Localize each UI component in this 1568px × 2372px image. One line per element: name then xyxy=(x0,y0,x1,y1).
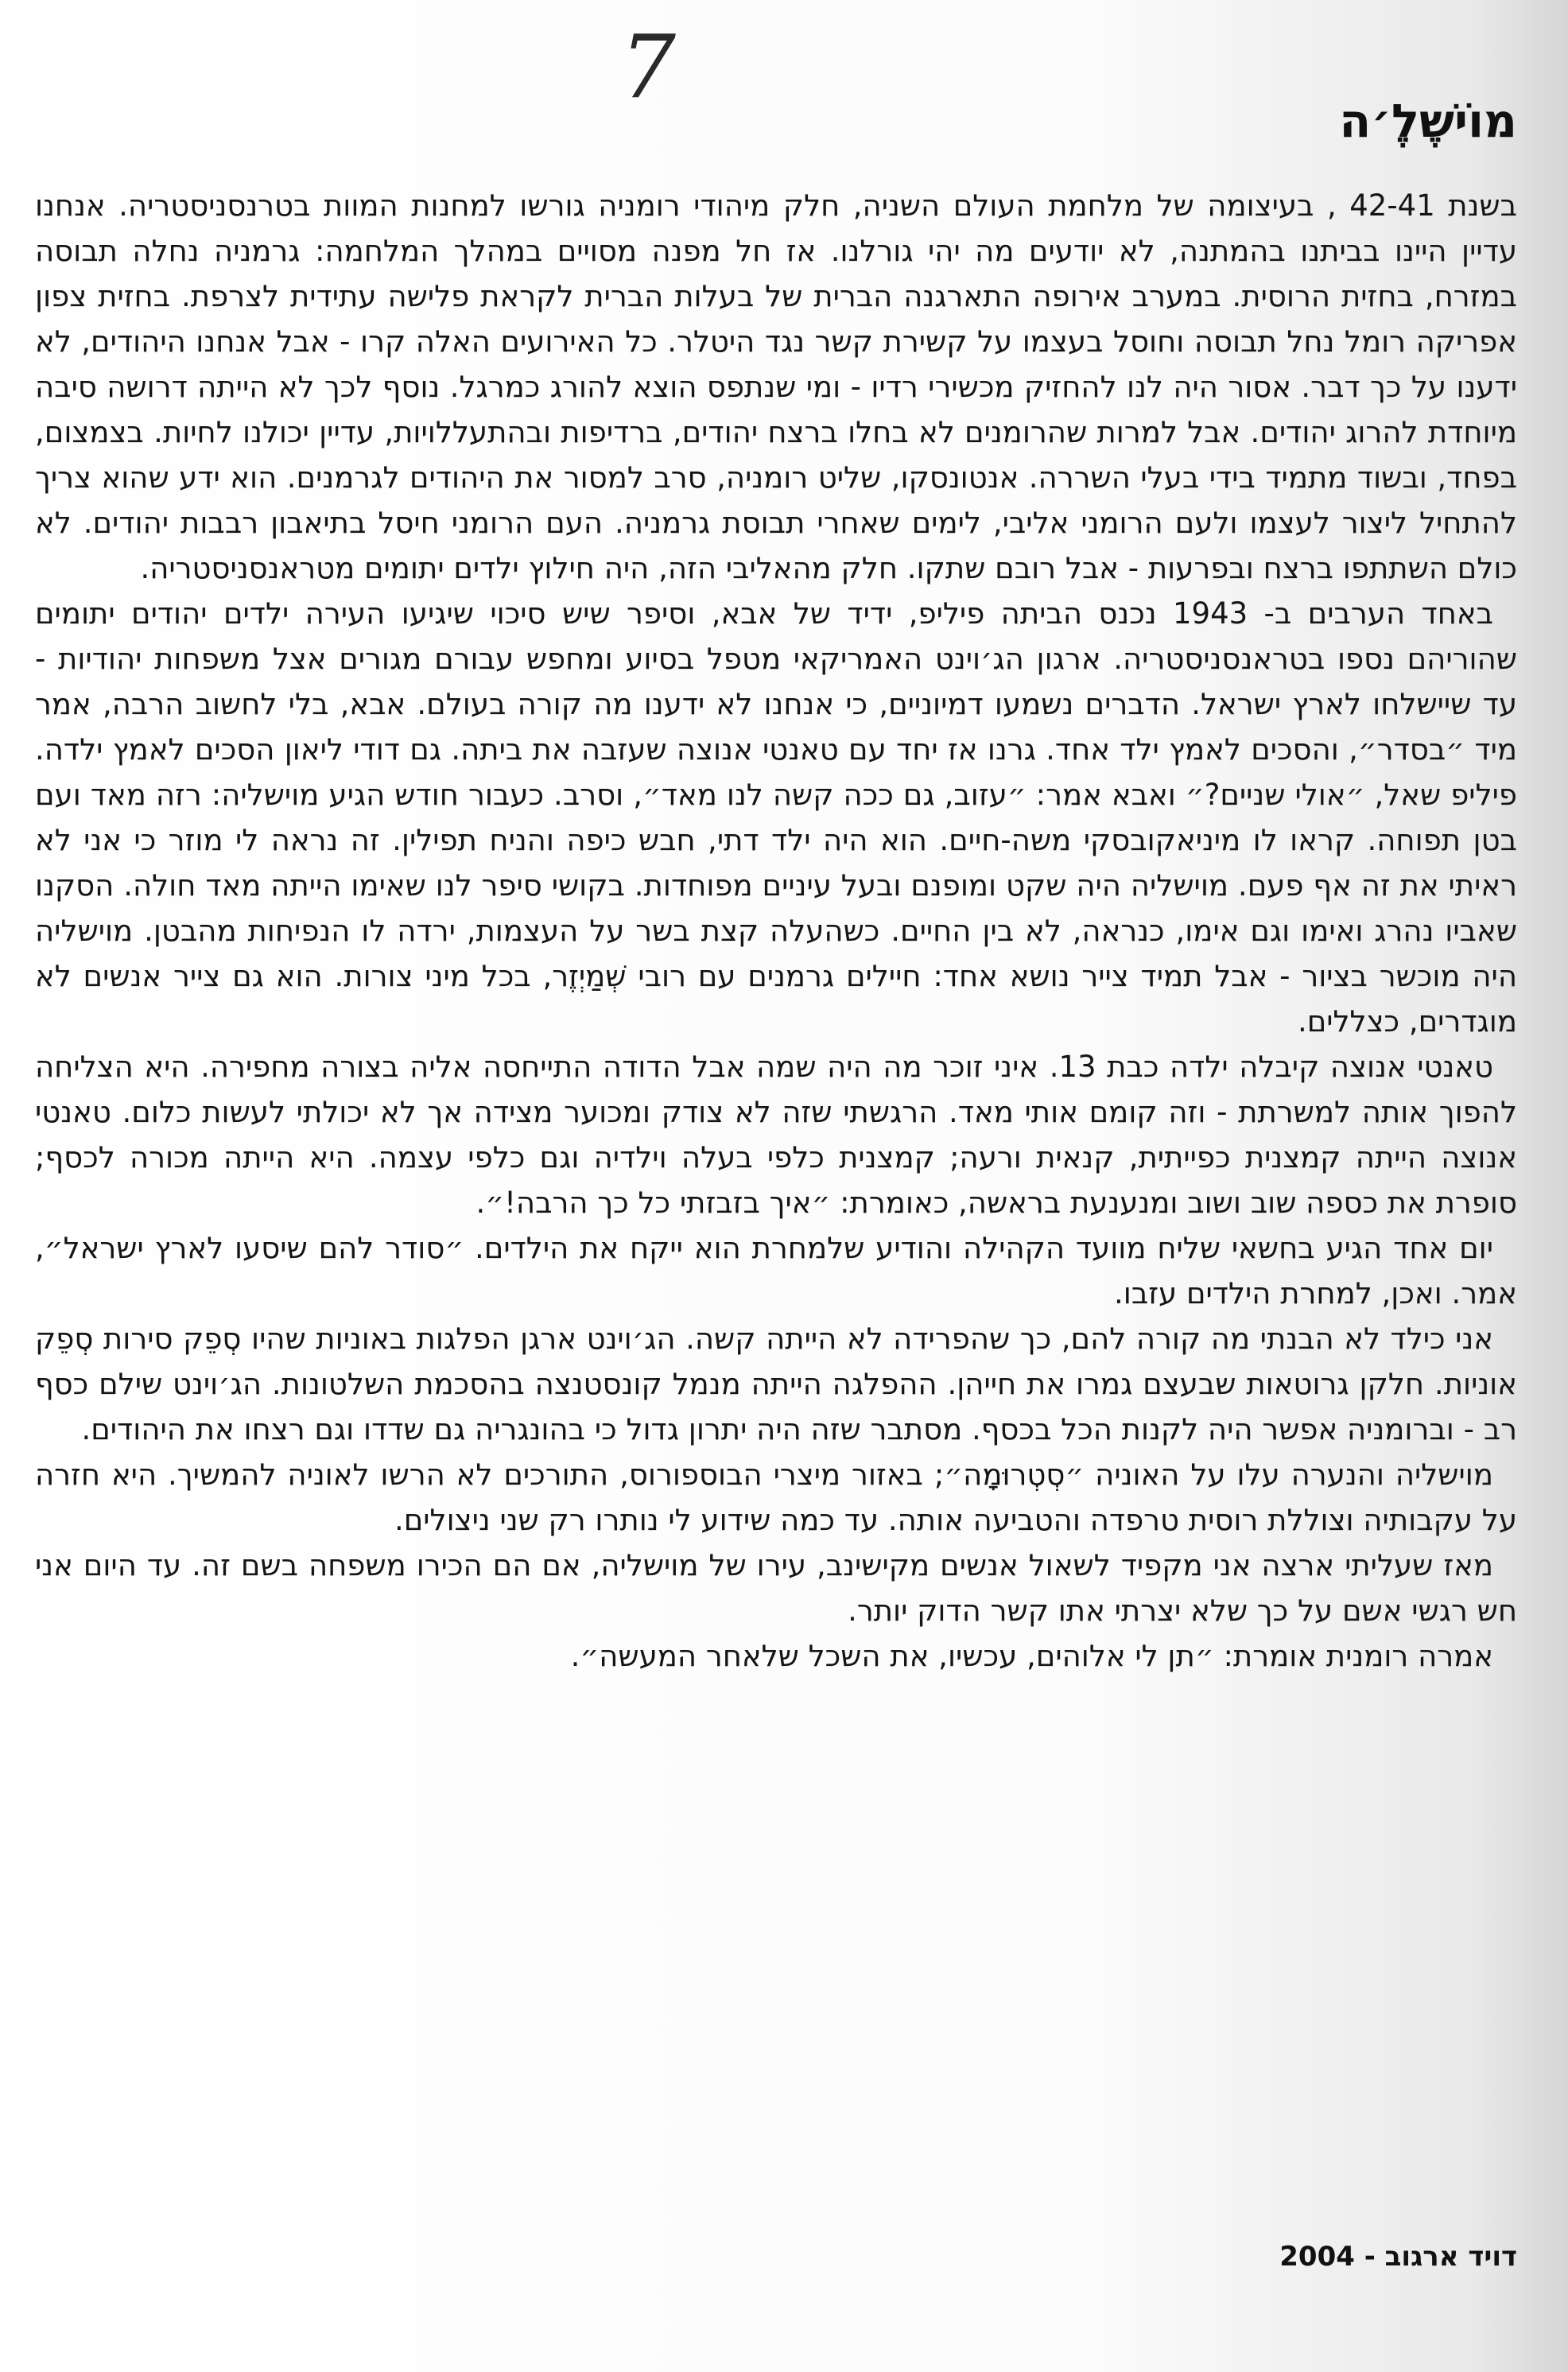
article-body xyxy=(35,183,1517,1679)
paragraph-8: אמרה רומנית אומרת: ״תן לי אלוהים, עכשיו, את השכל שלאחר המעשה״. xyxy=(570,1639,1493,1673)
paragraph-1: בשנת 42-41 , בעיצומה של מלחמת העולם השניה, חלק מיהודי רומניה גורשו למחנות המוות בטרנסניסטריה. אנחנו עדיין היינו בביתנו בהמתנה, לא יודעים מה יהי גורלנו. אז חל מפנה מסויים במהלך המלחמה: גרמניה נחלה תבוסה במזרח, בחזית הרוסית. במערב אירופה התארגנה הברית של בעלות הברית לקראת פלישה עתידית לצרפת. בחזית צפון אפריקה רומל נחל תבוסה וחוסל בעצמו על קשירת קשר נגד היטלר. כל האירועים האלה קרו - אבל אנחנו היהודים, לא ידענו על כך דבר. אסור היה לנו להחזיק מכשירי רדיו - ומי שנתפס הוצא להורג כמרגל. נוסף לכך לא הייתה דרושה סיבה מיוחדת להרוג יהודים. אבל למרות שהרומנים לא בחלו ברצח יהודים, ברדיפות ובהתעללויות, עדיין יכולנו לחיות. בצמצום, בפחד, ובשוד מתמיד בידי בעלי השררה. אנטונסקו, שליט רומניה, סרב למסור את היהודים לגרמנים. הוא ידע שהוא צריך להתחיל ליצור לעצמו ולעם הרומני אליבי, לימים שאחרי תבוסת גרמניה. העם הרומני חיסל בתיאבון רבבות יהודים. לא כולם השתתפו ברצח ובפרעות - אבל רובם שתקו. חלק מהאליבי הזה, היה חילוץ ילדים יתומים מטראנסניסטריה. xyxy=(35,188,1518,585)
paragraph-6: מוישליה והנערה עלו על האוניה ״סְטְרוּמָה״; באזור מיצרי הבוספורוס, התורכים לא הרשו לאוניה להמשיך. היא חזרה על עקבותיה וצוללת רוסית טרפדה והטביעה אותה. עד כמה שידוע לי נותרו רק שני ניצולים. xyxy=(35,1458,1517,1537)
author-signature: דויד ארגוב - 2004 xyxy=(1279,2241,1517,2273)
page-number: 7 xyxy=(620,16,676,118)
paragraph-2: באחד הערבים ב- 1943 נכנס הביתה פיליפ, ידיד של אבא, וסיפר שיש סיכוי שיגיעו העירה ילדים יהודים יתומים שהוריהם נספו בטראנסניסטריה. ארגון הג׳וינט האמריקאי מטפל בסיוע ומחפש עבורם מגורים אצל משפחות יהודיות - עד שיישלחו לארץ ישראל. הדברים נשמעו דמיוניים, כי אנחנו לא ידענו מה קורה בעולם. אבא, בלי לחשוב הרבה, אמר מיד ״בסדר״, והסכים לאמץ ילד אחד. גרנו אז יחד עם טאנטי אנוצה שעזבה את ביתה. גם דודי ליאון הסכים לאמץ ילדה. פיליפ שאל, ״אולי שניים?״ ואבא אמר: ״עזוב, גם ככה קשה לנו מאד״, וסרב. כעבור חודש הגיע מוישליה: רזה מאד ועם בטן תפוחה. קראו לו מיניאקובסקי משה-חיים. הוא היה ילד דתי, חבש כיפה והניח תפילין. זה נראה לי מוזר כי אני לא ראיתי את זה אף פעם. מוישליה היה שקט ומופנם ובעל עיניים מפוחדות. בקושי סיפר לנו שאימו הייתה מאד חולה. הסקנו שאביו נהרג ואימו וגם אימו, כנראה, לא בין החיים. כשהעלה קצת בשר על העצמות, ירדה לו הנפיחות מהבטן. מוישליה היה מוכשר בציור - אבל תמיד צייר נושא אחד: חיילים גרמנים עם רובי שְׁמַיְזֶר, בכל מיני צורות. הוא גם צייר אנשים לא מוגדרים, כצללים. xyxy=(35,596,1517,1038)
paragraph-3: טאנטי אנוצה קיבלה ילדה כבת 13. איני זוכר מה היה שמה אבל הדודה התייחסה אליה בצורה מחפירה. היא הצליחה להפוך אותה למשרתת - וזה קומם אותי מאד. הרגשתי שזה לא צודק ומכוער מצידה אך לא יכולתי לעשות כלום. טאנטי אנוצה הייתה קמצנית כפייתית, קנאית ורעה; קמצנית כלפי בעלה וילדיה וגם כלפי עצמה. היא הייתה מכורה לכסף; סופרת את כספה שוב ושוב ומנענעת בראשה, כאומרת: ״איך בזבזתי כל כך הרבה!״. xyxy=(35,1050,1517,1220)
paragraph-5: אני כילד לא הבנתי מה קורה להם, כך שהפרידה לא הייתה קשה. הג׳וינט ארגן הפלגות באוניות שהיו סְפֵק סירות סְפֵק אוניות. חלקן גרוטאות שבעצם גמרו את חייהן. ההפלגה הייתה מנמל קונסטנצה בהסכמת השלטונות. הג׳וינט שילם כסף רב - וברומניה אפשר היה לקנות הכל בכסף. מסתבר שזה היה יתרון גדול כי בהונגריה גם שדדו וגם רצחו את היהודים. xyxy=(35,1322,1517,1446)
paragraph-4: יום אחד הגיע בחשאי שליח מוועד הקהילה והודיע שלמחרת הוא ייקח את הילדים. ״סודר להם שיסעו לארץ ישראל״, אמר. ואכן, למחרת הילדים עזבו. xyxy=(35,1231,1517,1310)
paragraph-7: מאז שעליתי ארצה אני מקפיד לשאול אנשים מקישינב, עירו של מוישליה, אם הם הכירו משפחה בשם זה. עד היום אני חש רגשי אשם על כך שלא יצרתי אתו קשר הדוק יותר. xyxy=(35,1548,1517,1628)
page-title: מוֹישֶׁלֶ׳ה xyxy=(1339,94,1517,148)
